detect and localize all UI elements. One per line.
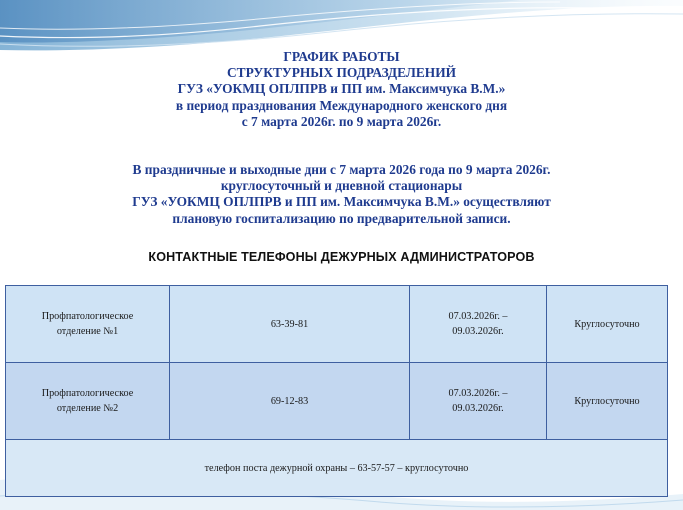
period-cell xyxy=(410,363,547,440)
period-cell xyxy=(410,286,547,363)
period-line: 09.03.2026г. xyxy=(452,403,504,414)
phone-cell: 63-39-81 xyxy=(170,286,410,363)
mode-cell: Круглосуточно xyxy=(547,363,668,440)
notice-line: круглосуточный и дневной стационары xyxy=(220,178,463,194)
notice-line: плановую госпитализацию по предварительной записи. xyxy=(172,210,511,226)
period-line: 09.03.2026г. xyxy=(452,326,504,337)
phone-cell: 69-12-83 xyxy=(170,363,410,440)
mode-cell: Круглосуточно xyxy=(547,286,668,363)
department-line: отделение №2 xyxy=(56,403,119,414)
title-line: ГУЗ «УОКМЦ ОПЛПРВ и ПП им. Максимчука В.М.» xyxy=(177,81,506,97)
department-line: Профпатологическое xyxy=(41,388,134,399)
notice-line: ГУЗ «УОКМЦ ОПЛПРВ и ПП им. Максимчука В.М.» осуществляют xyxy=(132,194,551,210)
title-line: СТРУКТУРНЫХ ПОДРАЗДЕЛЕНИЙ xyxy=(226,65,457,81)
holiday-notice xyxy=(0,162,683,227)
period-line: 07.03.2026г. – xyxy=(448,388,508,399)
period-line: 07.03.2026г. – xyxy=(448,311,508,322)
contacts-heading: КОНТАКТНЫЕ ТЕЛЕФОНЫ ДЕЖУРНЫХ АДМИНИСТРАТОРОВ xyxy=(148,250,535,264)
table-row xyxy=(6,286,668,363)
notice-line: В праздничные и выходные дни с 7 марта 2026 года по 9 марта 2026г. xyxy=(132,162,551,177)
table-footer-row xyxy=(6,440,668,497)
schedule-title xyxy=(0,49,683,130)
title-line: ГРАФИК РАБОТЫ xyxy=(283,49,400,64)
department-cell xyxy=(6,363,170,440)
title-line: с 7 марта 2026г. по 9 марта 2026г. xyxy=(241,113,442,129)
title-line: в период празднования Международного женского дня xyxy=(175,97,508,113)
department-cell xyxy=(6,286,170,363)
department-line: Профпатологическое xyxy=(41,311,134,322)
table-row xyxy=(6,363,668,440)
security-phone-cell: телефон поста дежурной охраны – 63-57-57 – круглосуточно xyxy=(6,440,668,497)
duty-schedule-table xyxy=(5,285,668,497)
department-line: отделение №1 xyxy=(56,326,119,337)
